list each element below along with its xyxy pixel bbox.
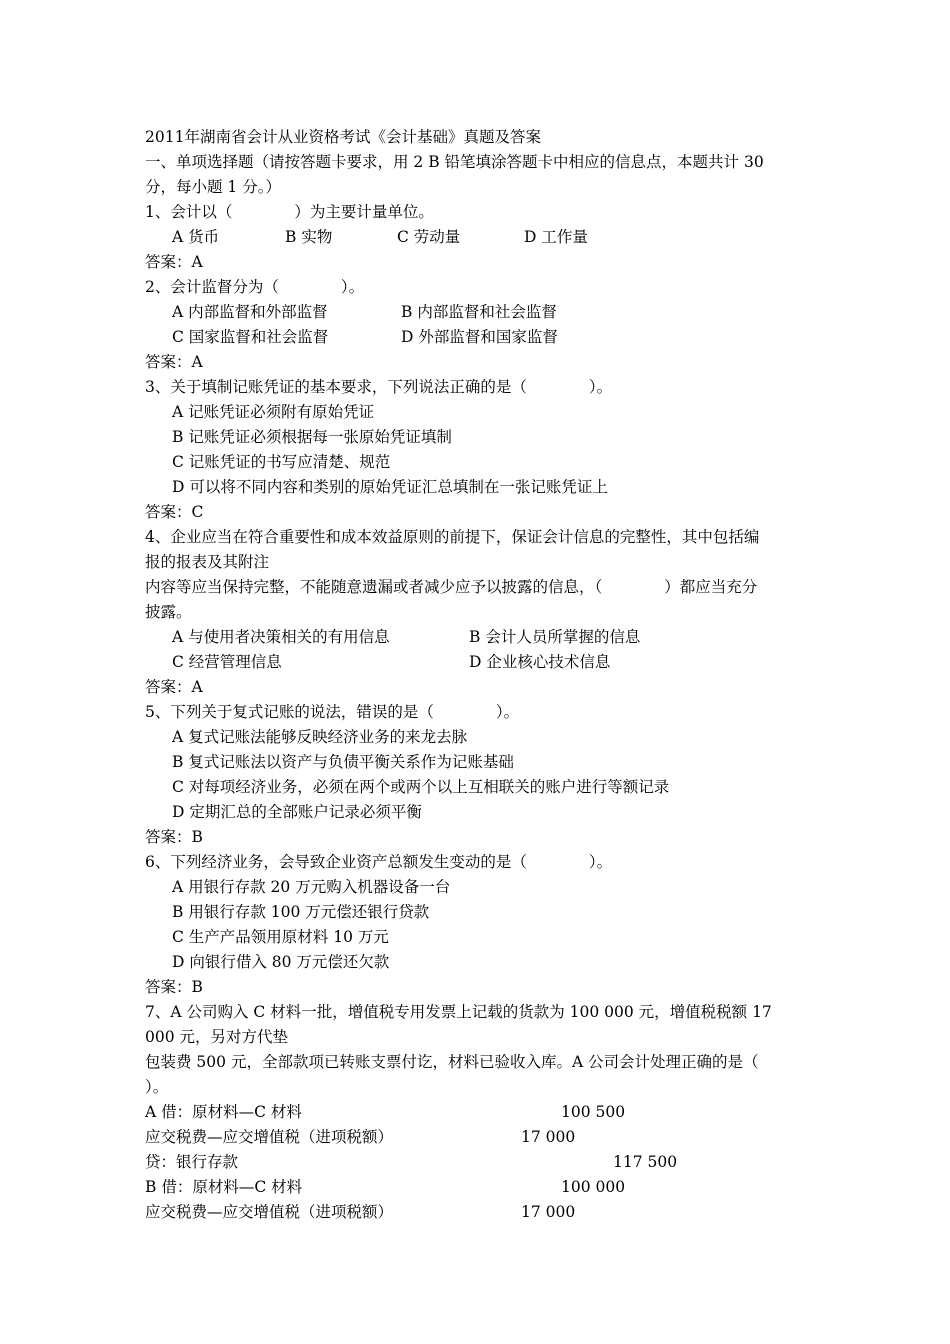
q5-option-b: B 复式记账法以资产与负债平衡关系作为记账基础 xyxy=(172,753,514,771)
q4-stem: 4、企业应当在符合重要性和成本效益原则的前提下，保证会计信息的完整性，其中包括编 xyxy=(145,528,760,546)
q5-answer: 答案：B xyxy=(145,828,203,846)
q4-option-c: C 经营管理信息 xyxy=(172,653,282,671)
q1-option-a: A 货币 xyxy=(172,228,220,246)
q5-option-d: D 定期汇总的全部账户记录必须平衡 xyxy=(172,803,422,821)
q7-a-credit-line: 贷：银行存款 xyxy=(145,1153,239,1171)
q6-option-d: D 向银行借入 80 万元偿还欠款 xyxy=(172,953,390,971)
q7-stem-cont: 包装费 500 元，全部款项已转账支票付讫，材料已验收入库。A 公司会计处理正确的是（ xyxy=(145,1053,759,1071)
q6-stem: 6、下列经济业务，会导致企业资产总额发生变动的是（ ）。 xyxy=(145,853,613,871)
q2-option-a: A 内部监督和外部监督 xyxy=(172,303,328,321)
q1-answer: 答案：A xyxy=(145,253,203,271)
section-heading: 一、单项选择题（请按答题卡要求，用 2 B 铅笔填涂答题卡中相应的信息点，本题共计 30 xyxy=(145,153,764,171)
q4-option-b: B 会计人员所掌握的信息 xyxy=(469,628,641,646)
q7-stem-cont: ）。 xyxy=(145,1078,169,1096)
q7-a-credit-amount: 117 500 xyxy=(613,1153,678,1171)
q7-stem-cont: 000 元，另对方代垫 xyxy=(145,1028,289,1046)
q3-stem: 3、关于填制记账凭证的基本要求，下列说法正确的是（ ）。 xyxy=(145,378,613,396)
q1-option-b: B 实物 xyxy=(285,228,333,246)
q3-option-a: A 记账凭证必须附有原始凭证 xyxy=(172,403,375,421)
q2-option-c: C 国家监督和社会监督 xyxy=(172,328,329,346)
q3-answer: 答案：C xyxy=(145,503,204,521)
q4-stem-cont: 内容等应当保持完整，不能随意遗漏或者减少应予以披露的信息，（ ）都应当充分 xyxy=(145,578,758,596)
q7-a-tax-line: 应交税费—应交增值税（进项税额） xyxy=(145,1128,394,1146)
q2-answer: 答案：A xyxy=(145,353,203,371)
q5-stem: 5、下列关于复式记账的说法，错误的是（ ）。 xyxy=(145,703,520,721)
q6-answer: 答案：B xyxy=(145,978,203,996)
q3-option-c: C 记账凭证的书写应清楚、规范 xyxy=(172,453,391,471)
q1-option-d: D 工作量 xyxy=(524,228,588,246)
q7-a-debit-amount: 100 500 xyxy=(561,1103,626,1121)
q4-option-a: A 与使用者决策相关的有用信息 xyxy=(172,628,390,646)
q7-a-tax-amount: 17 000 xyxy=(521,1128,576,1146)
q2-option-b: B 内部监督和社会监督 xyxy=(401,303,557,321)
q4-answer: 答案：A xyxy=(145,678,203,696)
q4-option-d: D 企业核心技术信息 xyxy=(469,653,611,671)
q6-option-a: A 用银行存款 20 万元购入机器设备一台 xyxy=(172,878,451,896)
q7-b-tax-line: 应交税费—应交增值税（进项税额） xyxy=(145,1203,394,1221)
q4-stem-cont: 报的报表及其附注 xyxy=(145,553,270,571)
q1-option-c: C 劳动量 xyxy=(397,228,461,246)
q7-b-tax-amount: 17 000 xyxy=(521,1203,576,1221)
q3-option-d: D 可以将不同内容和类别的原始凭证汇总填制在一张记账凭证上 xyxy=(172,478,608,496)
q6-option-c: C 生产产品领用原材料 10 万元 xyxy=(172,928,389,946)
q5-option-c: C 对每项经济业务，必须在两个或两个以上互相联关的账户进行等额记录 xyxy=(172,778,670,796)
q4-stem-cont: 披露。 xyxy=(145,603,192,621)
doc-title: 2011年湖南省会计从业资格考试《会计基础》真题及答案 xyxy=(145,128,541,146)
q1-stem: 1、会计以（ ）为主要计量单位。 xyxy=(145,203,434,221)
section-heading-cont: 分，每小题 1 分。） xyxy=(145,178,281,196)
q7-stem: 7、A 公司购入 C 材料一批，增值税专用发票上记载的货款为 100 000 元，增值税税额 17 xyxy=(145,1003,772,1021)
q7-b-debit-amount: 100 000 xyxy=(561,1178,626,1196)
q6-option-b: B 用银行存款 100 万元偿还银行贷款 xyxy=(172,903,430,921)
q2-option-d: D 外部监督和国家监督 xyxy=(401,328,558,346)
q2-stem: 2、会计监督分为（ ）。 xyxy=(145,278,365,296)
q7-b-debit-line: B 借：原材料—C 材料 xyxy=(145,1178,303,1196)
q7-a-debit-line: A 借：原材料—C 材料 xyxy=(145,1103,302,1121)
q3-option-b: B 记账凭证必须根据每一张原始凭证填制 xyxy=(172,428,452,446)
q5-option-a: A 复式记账法能够反映经济业务的来龙去脉 xyxy=(172,728,468,746)
